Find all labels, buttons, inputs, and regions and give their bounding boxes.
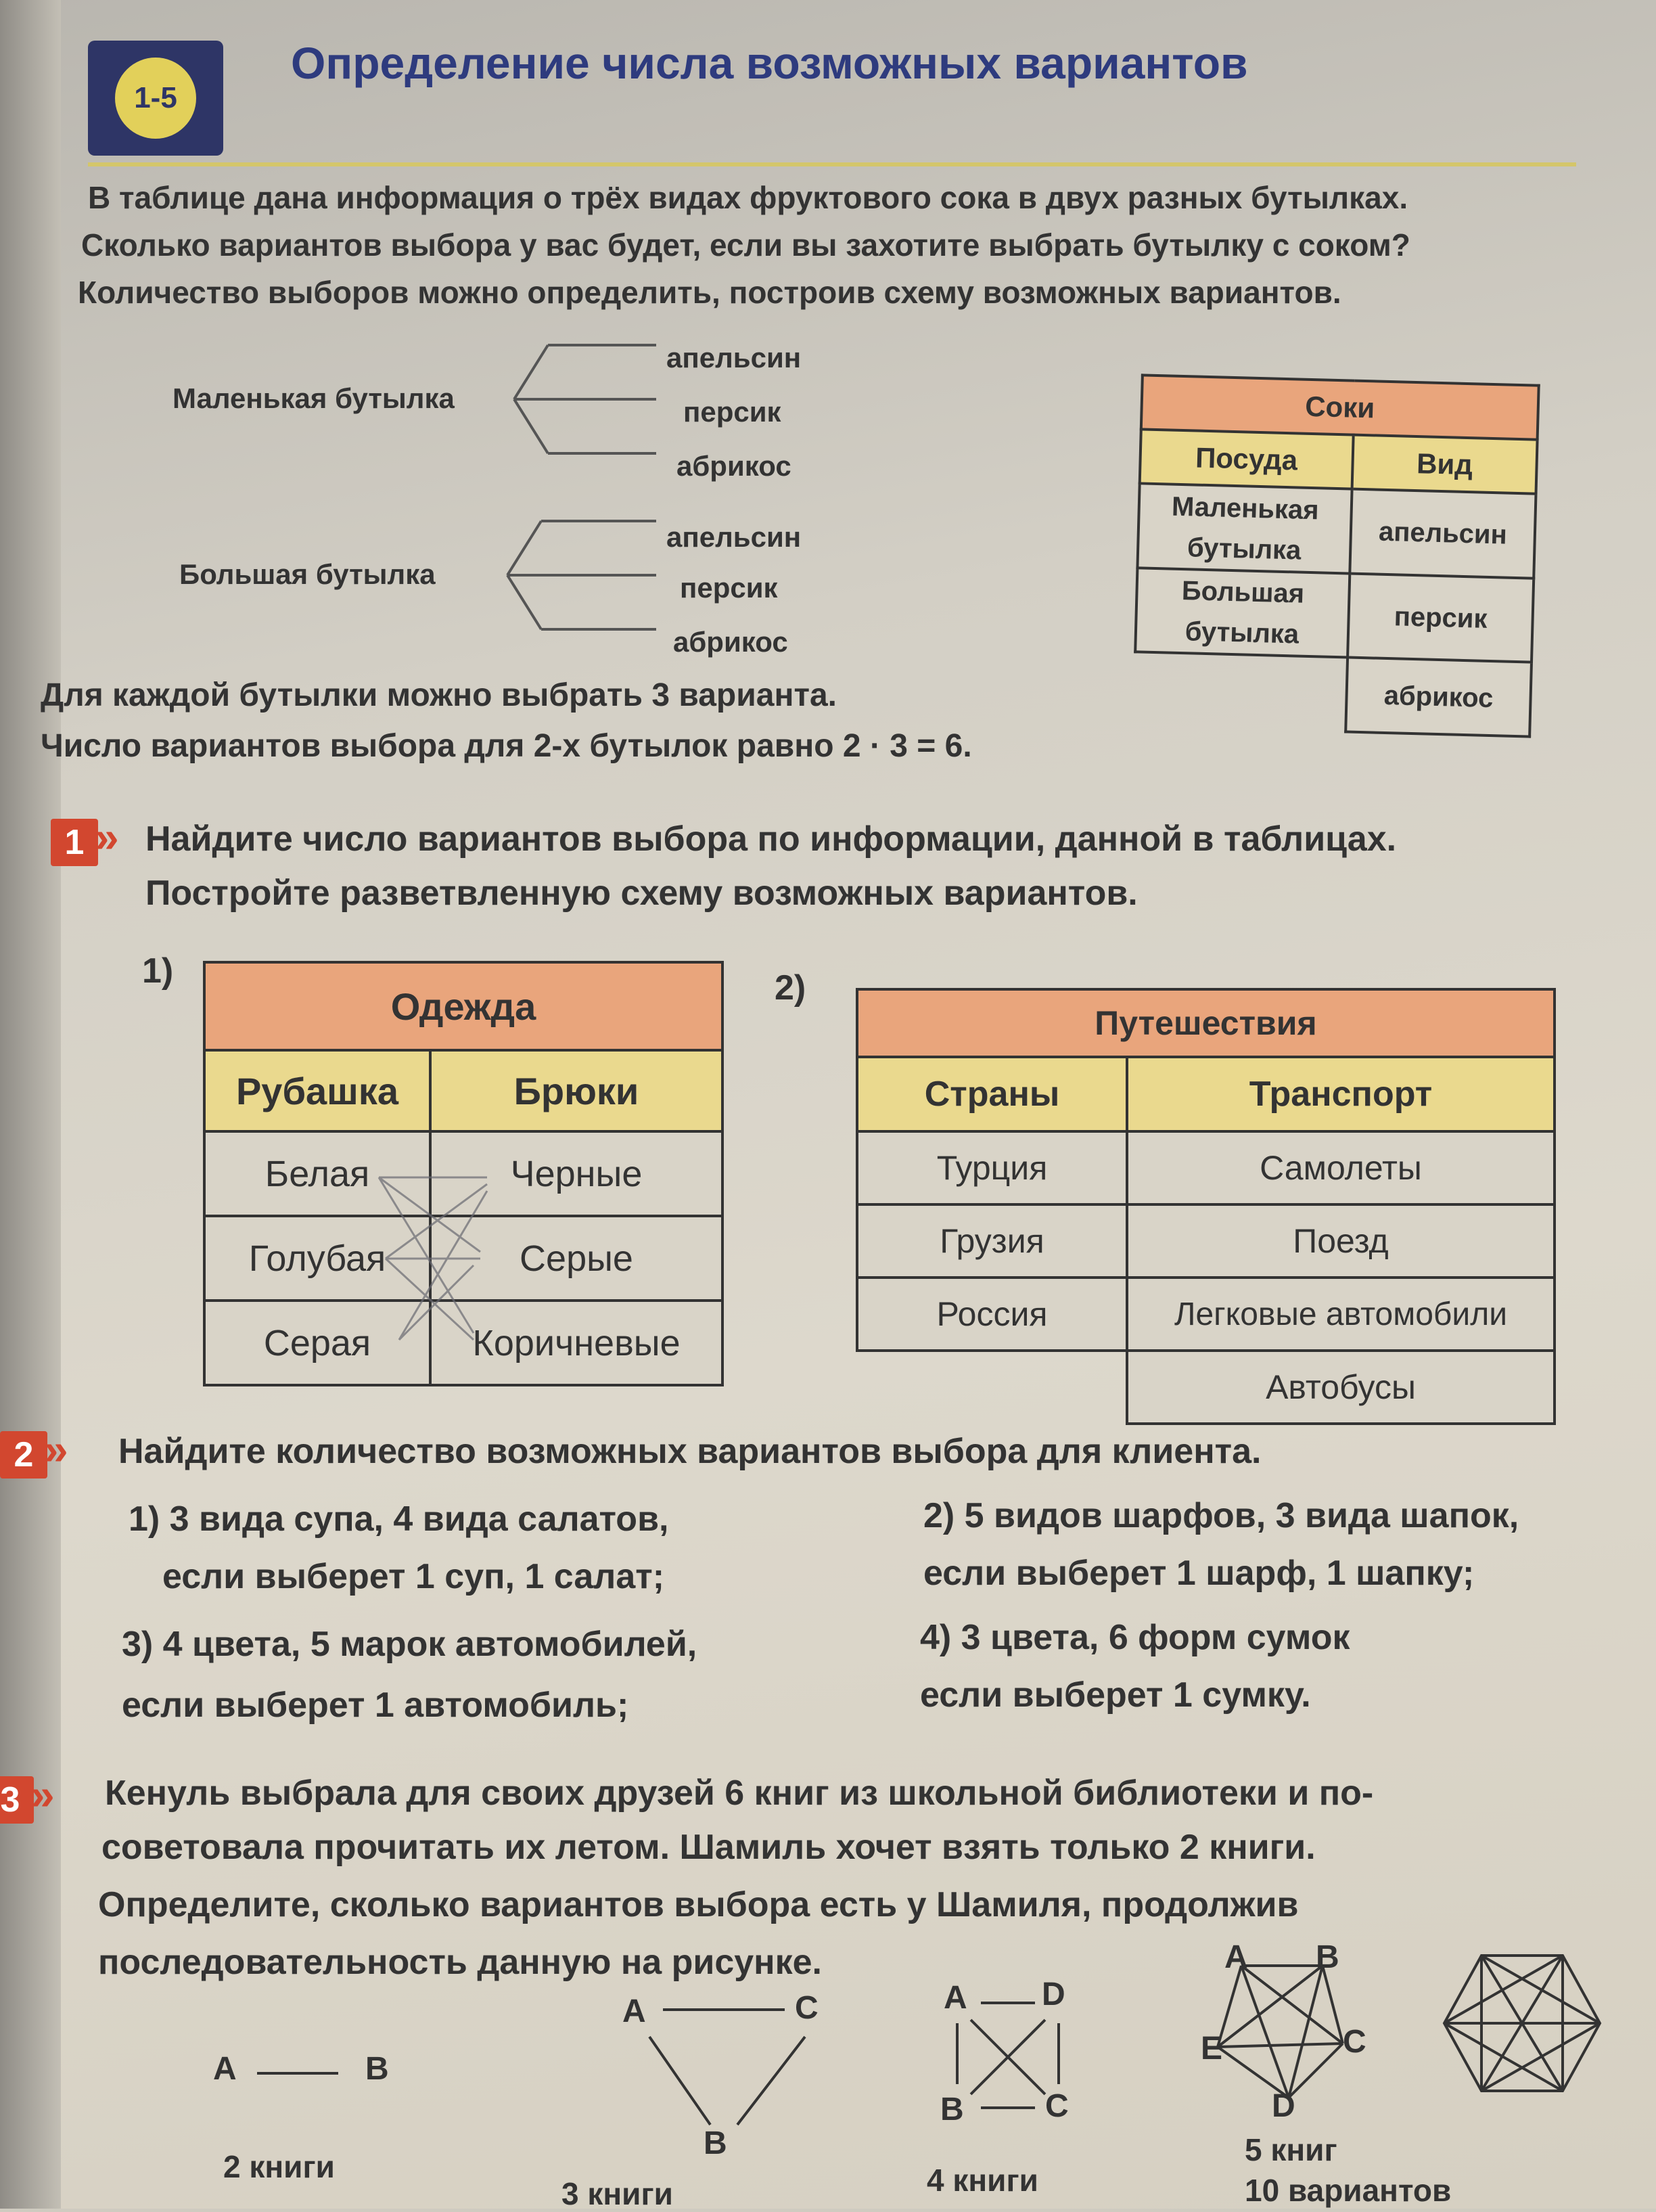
travel-col-transport: Транспорт [1127,1057,1555,1131]
fig5-vertex-a: A [1224,1939,1248,1975]
task-2-opt-2-line-2: если выберет 1 шарф, 1 шапку; [923,1554,1475,1593]
country-1: Турция [857,1131,1127,1204]
transport-3: Легковые автомобили [1127,1278,1555,1351]
task-2-opt-4-line-1: 4) 3 цвета, 6 форм сумок [920,1618,1350,1657]
clothes-col-shirt: Рубашка [204,1050,430,1131]
page-edge-shadow [0,0,61,2209]
intro-line-1: В таблице дана информация о трёх видах фруктового сока в двух разных бутылках. [88,180,1408,215]
task-2-opt-2-line-1: 2) 5 видов шарфов, 3 вида шапок, [923,1496,1519,1535]
fig4-vertex-c: C [1045,2088,1069,2124]
country-3: Россия [857,1278,1127,1351]
juice-table-title: Соки [1141,375,1539,439]
tree-big-option-2: персик [680,572,778,604]
task-3-line-1: Кенуль выбрала для своих друзей 6 книг из школьной библиотеки и по- [105,1774,1374,1813]
juice-kind-1: апельсин [1350,489,1536,579]
pants-1: Черные [430,1131,722,1216]
fig5-vertex-d: D [1272,2088,1295,2124]
clothes-col-pants: Брюки [430,1050,722,1131]
juice-col-dish: Посуда [1140,429,1354,489]
task-1-sub-2-label: 2) [775,968,806,1008]
task-3-line-2: советовала прочитать их летом. Шамиль хочет взять только 2 книги. [101,1828,1316,1867]
task-2-opt-1-line-1: 1) 3 вида супа, 4 вида салатов, [129,1499,669,1539]
tree-big-bottle: Большая бутылка [179,558,436,590]
transport-1: Самолеты [1127,1131,1555,1204]
task-3-chevron-icon: » [30,1770,55,1819]
shirt-3: Серая [204,1301,430,1385]
task-3-number: 3 [0,1776,34,1824]
fig5-caption: 5 книг [1245,2132,1337,2167]
task-1-line-1: Найдите число вариантов выбора по информации, данной в таблицах. [145,819,1397,859]
pants-3: Коричневые [430,1301,722,1385]
fig3-vertex-c: C [795,1990,819,2026]
fig2-caption: 2 книги [223,2149,335,2184]
fig6-hexagon [1434,1942,1610,2104]
task-1-sub-1-label: 1) [142,951,174,991]
tree-small-option-1: апельсин [666,342,802,374]
task-1-line-2: Постройте разветвленную схему возможных вариантов. [145,874,1138,913]
summary-line-2: Число вариантов выбора для 2-х бутылок равно 2 · 3 = 6. [41,728,972,764]
fig4-vertex-b: B [940,2092,964,2127]
juice-col-kind: Вид [1352,435,1538,494]
travel-table-title: Путешествия [857,989,1555,1057]
task-2-opt-3-line-2: если выберет 1 автомобиль; [122,1686,629,1725]
juice-kind-3: абрикос [1346,657,1532,736]
tree-big-option-1: апельсин [666,521,802,553]
task-2-opt-3-line-1: 3) 4 цвета, 5 марок автомобилей, [122,1625,697,1664]
juice-empty-cell [1133,652,1348,731]
task-2-opt-1-line-2: если выберет 1 суп, 1 салат; [162,1557,665,1596]
fig3-caption: 3 книги [561,2176,673,2211]
fig3-vertex-a: A [622,1993,646,2029]
fig4-vertex-a: A [944,1980,967,2016]
intro-line-2: Сколько вариантов выбора у вас будет, если вы захотите выбрать бутылку с соком? [81,227,1410,263]
task-1-number: 1 [51,819,98,866]
fig5-vertex-b: B [1316,1939,1339,1975]
title-underline [88,162,1576,166]
clothes-table-title: Одежда [204,962,722,1050]
lesson-title: Определение числа возможных вариантов [291,38,1248,88]
fig2-vertex-b: B [365,2051,389,2087]
task-2-number: 2 [0,1431,47,1479]
tree-small-option-2: персик [683,396,781,428]
task-1-chevron-icon: » [95,813,119,861]
task-3-line-4: последовательность данную на рисунке. [98,1943,822,1982]
fig5-caption-variants: 10 вариантов [1245,2173,1452,2208]
fig2-vertex-a: A [213,2051,237,2087]
fig2-edge [257,2072,338,2075]
task-3-line-3: Определите, сколько вариантов выбора есть у Шамиля, продолжив [98,1885,1299,1924]
lesson-number: 1-5 [115,58,196,139]
juice-kind-2: персик [1348,574,1534,662]
intro-line-3: Количество выборов можно определить, построив схему возможных вариантов. [78,275,1341,310]
tree-small-bottle: Маленькая бутылка [172,382,455,414]
fig4-caption: 4 книги [927,2163,1038,2198]
task-2-chevron-icon: » [44,1425,68,1474]
tree-small-option-3: абрикос [676,450,791,482]
fig5-vertex-e: E [1201,2031,1223,2067]
juice-table [1132,374,1540,738]
fig5-vertex-c: C [1343,2024,1366,2060]
juice-dish-small: Маленькая бутылка [1137,483,1352,573]
travel-empty-cell [857,1351,1127,1424]
transport-4: Автобусы [1127,1351,1555,1424]
pants-2: Серые [430,1216,722,1301]
travel-table [856,988,1556,1425]
shirt-2: Голубая [204,1216,430,1301]
fig4-vertex-d: D [1042,1977,1065,2012]
pencil-marks [365,1137,501,1380]
juice-dish-big: Большая бутылка [1135,568,1350,657]
travel-col-countries: Страны [857,1057,1127,1131]
tree-big-option-3: абрикос [673,626,788,658]
shirt-1: Белая [204,1131,430,1216]
task-2-opt-4-line-2: если выберет 1 сумку. [920,1675,1311,1715]
country-2: Грузия [857,1204,1127,1278]
summary-line-1: Для каждой бутылки можно выбрать 3 варианта. [41,677,837,713]
task-2-title: Найдите количество возможных вариантов выбора для клиента. [118,1432,1262,1471]
choice-tree-lines [487,325,690,677]
fig3-vertex-b: B [704,2125,727,2161]
transport-2: Поезд [1127,1204,1555,1278]
